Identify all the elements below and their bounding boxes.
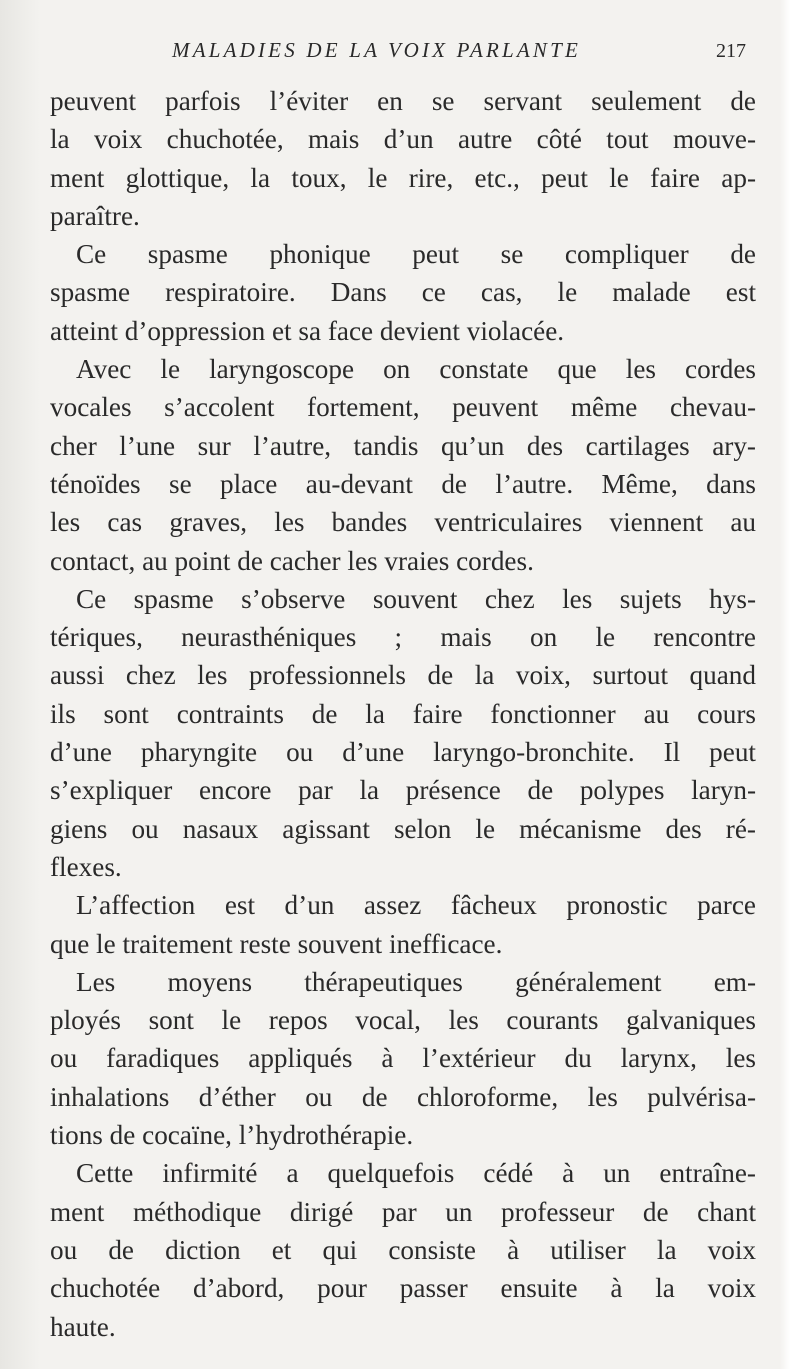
- text-line: L’affection est d’un assez fâcheux pronostic parce: [76, 890, 756, 921]
- text-line: atteint d’oppression et sa face devient violacée.: [50, 315, 565, 346]
- text-line: ou faradiques appliqués à l’extérieur du larynx, les: [50, 1043, 756, 1074]
- text-line: inhalations d’éther ou de chloroforme, les pulvérisa-: [50, 1081, 756, 1112]
- text-line: Ce spasme s’observe souvent chez les sujets hys-: [76, 583, 756, 614]
- paragraph: [50, 1154, 756, 1345]
- text-line: s’expliquer encore par la présence de polypes laryn-: [50, 775, 756, 806]
- text-line: Avec le laryngoscope on constate que les cordes: [76, 354, 756, 385]
- text-line: les cas graves, les bandes ventriculaires viennent au: [50, 507, 756, 538]
- paragraph: [50, 963, 756, 1154]
- text-line: aussi chez les professionnels de la voix, surtout quand: [50, 660, 756, 691]
- text-line: ment glottique, la toux, le rire, etc., peut le faire ap-: [50, 162, 756, 193]
- text-line: d’une pharyngite ou d’une laryngo-bronchite. Il peut: [50, 737, 756, 768]
- text-line: la voix chuchotée, mais d’un autre côté tout mouve-: [50, 124, 756, 155]
- text-line: ment méthodique dirigé par un professeur de chant: [50, 1196, 756, 1227]
- text-line: Cette infirmité a quelquefois cédé à un entraîne-: [76, 1158, 756, 1189]
- text-line: chuchotée d’abord, pour passer ensuite à la voix: [50, 1273, 756, 1304]
- text-line: giens ou nasaux agissant selon le mécanisme des ré-: [50, 813, 756, 844]
- text-line: que le traitement reste souvent inefficace.: [50, 928, 503, 959]
- page-number: 217: [716, 40, 746, 62]
- text-line: vocales s’accolent fortement, peuvent même chevau-: [50, 392, 756, 423]
- text-line: peuvent parfois l’éviter en se servant seulement de: [50, 86, 756, 116]
- running-title: MALADIES DE LA VOIX PARLANTE: [172, 38, 582, 62]
- paragraph: [50, 886, 756, 963]
- body-text: [50, 82, 756, 1346]
- text-line: ou de diction et qui consiste à utiliser la voix: [50, 1234, 756, 1265]
- text-line: ténoïdes se place au-devant de l’autre. Même, dans: [50, 468, 756, 499]
- paragraph: [50, 350, 756, 580]
- text-line: tions de cocaïne, l’hydrothérapie.: [50, 1120, 414, 1151]
- text-line: Les moyens thérapeutiques généralement em-: [76, 966, 756, 997]
- text-line: haute.: [50, 1311, 116, 1342]
- text-line: tériques, neurasthéniques ; mais on le rencontre: [50, 622, 756, 653]
- text-line: flexes.: [50, 851, 122, 882]
- text-line: ils sont contraints de la faire fonctionner au cours: [50, 698, 756, 729]
- paragraph: [50, 82, 756, 235]
- paragraph: [50, 235, 756, 350]
- text-line: paraître.: [50, 200, 140, 231]
- paragraph: [50, 580, 756, 886]
- text-line: Ce spasme phonique peut se compliquer de: [76, 239, 756, 270]
- text-line: spasme respiratoire. Dans ce cas, le malade est: [50, 277, 756, 308]
- page-header: [0, 38, 800, 68]
- text-line: ployés sont le repos vocal, les courants galvaniques: [50, 1005, 756, 1036]
- text-line: cher l’une sur l’autre, tandis qu’un des cartilages ary-: [50, 430, 756, 461]
- text-line: contact, au point de cacher les vraies cordes.: [50, 545, 534, 576]
